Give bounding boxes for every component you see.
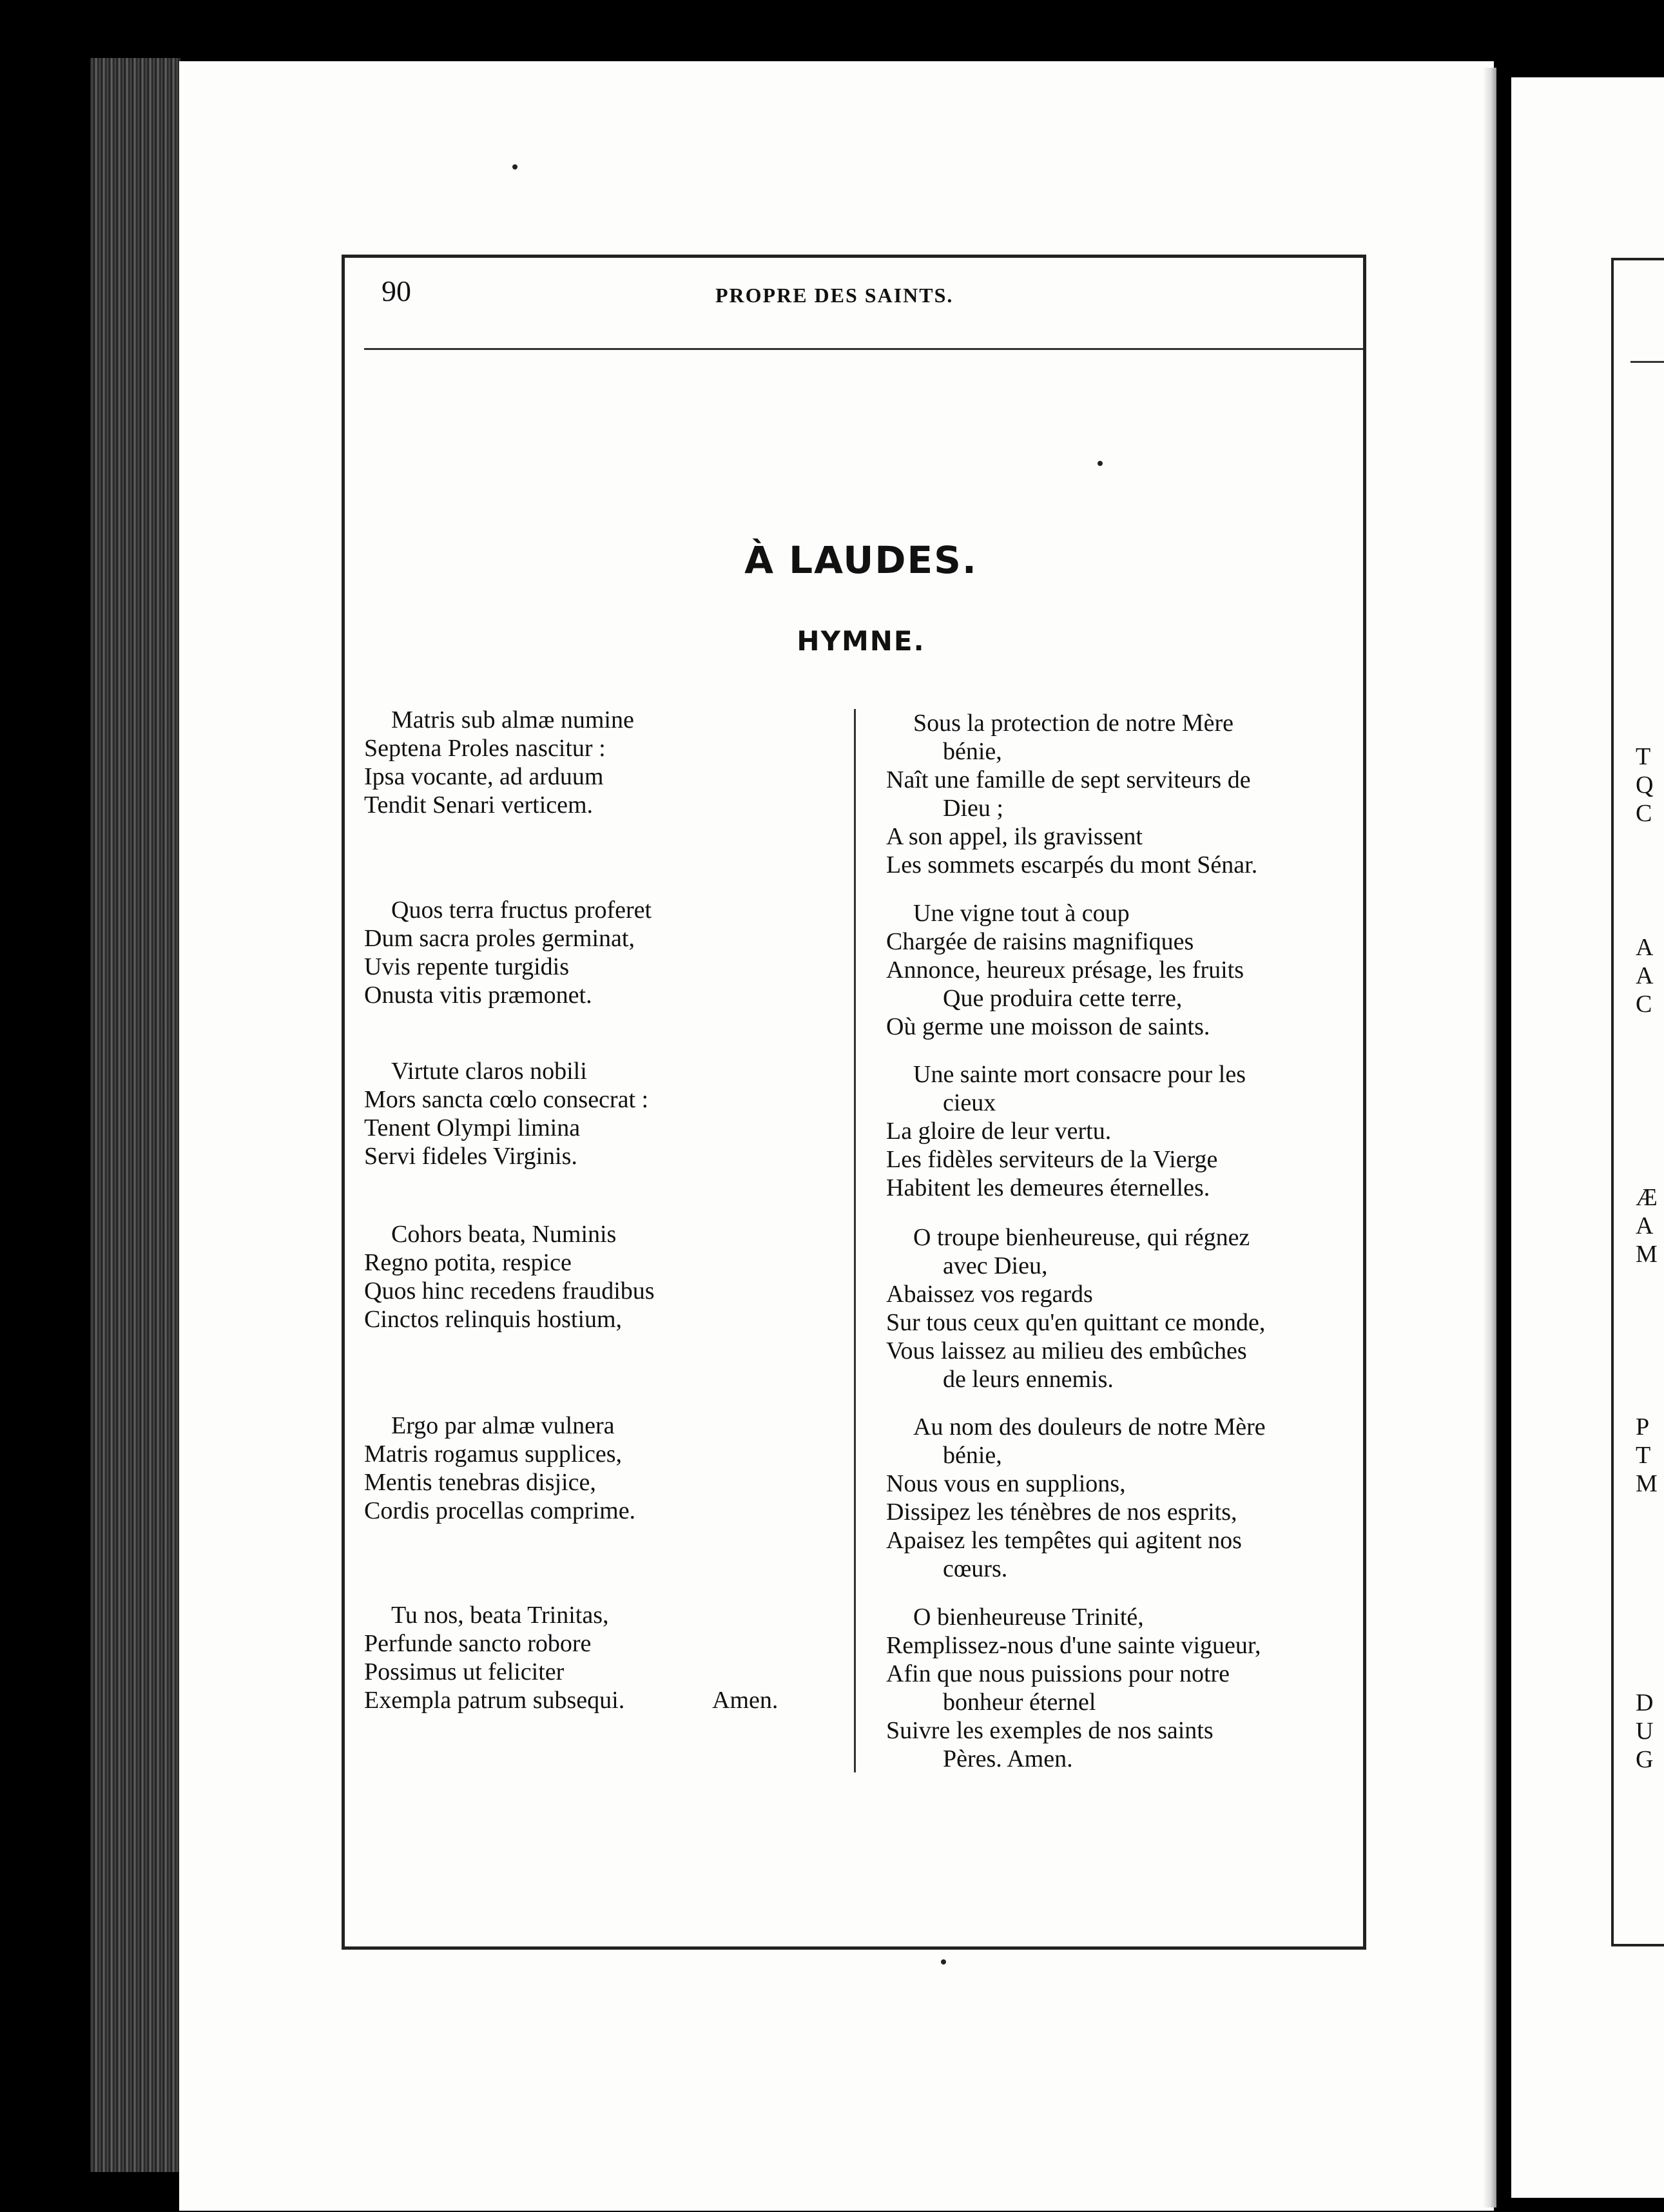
french-line: A son appel, ils gravissent (886, 823, 1143, 850)
french-line: Nous vous en supplions, (886, 1470, 1126, 1497)
french-line: Les fidèles serviteurs de la Vierge (886, 1146, 1218, 1173)
latin-line: Possimus ut feliciter (364, 1658, 565, 1685)
french-stanza (886, 1060, 1350, 1202)
french-line: Naît une famille de sept serviteurs de (886, 766, 1251, 793)
french-stanza (886, 1603, 1350, 1773)
print-speck (941, 1959, 946, 1965)
facing-page-fragment: M (1636, 1241, 1658, 1268)
facing-page-fragment: U (1636, 1718, 1654, 1745)
french-line: Sous la protection de notre Mère (913, 710, 1234, 737)
latin-line: Mentis tenebras disjice, (364, 1469, 596, 1496)
latin-line: Cordis procellas comprime. (364, 1497, 636, 1524)
french-line: cieux (943, 1089, 996, 1116)
section-subtitle: HYMNE. (797, 625, 925, 657)
french-line: Une vigne tout à coup (913, 900, 1130, 927)
facing-page-fragment: C (1636, 991, 1652, 1018)
french-line: Apaisez les tempêtes qui agitent nos (886, 1527, 1242, 1554)
french-line: bonheur éternel (943, 1689, 1096, 1716)
latin-line: Servi fideles Virginis. (364, 1143, 577, 1170)
facing-page-fragment: C (1636, 800, 1652, 827)
french-line: bénie, (943, 1442, 1002, 1469)
facing-page-fragment: T (1636, 1442, 1651, 1469)
french-line: Remplissez-nous d'une sainte vigueur, (886, 1632, 1261, 1659)
french-line: Que produira cette terre, (943, 985, 1183, 1012)
latin-line: Matris rogamus supplices, (364, 1441, 623, 1468)
latin-stanza (364, 1601, 624, 1714)
french-line: La gloire de leur vertu. (886, 1118, 1112, 1145)
latin-line: Mors sancta cœlo consecrat : (364, 1086, 649, 1113)
page-edge (1482, 68, 1496, 2207)
french-line: de leurs ennemis. (943, 1366, 1114, 1393)
latin-line: Tu nos, beata Trinitas, (391, 1602, 609, 1629)
french-line: Abaissez vos regards (886, 1281, 1093, 1308)
latin-stanza (364, 1220, 655, 1334)
latin-stanza (364, 1057, 648, 1170)
french-stanza (886, 1223, 1350, 1393)
french-line: Vous laissez au milieu des embûches (886, 1337, 1247, 1364)
print-speck (1098, 461, 1103, 466)
latin-stanza (364, 896, 652, 1009)
column-divider (854, 709, 856, 1772)
latin-amen: Amen. (712, 1687, 779, 1714)
facing-page-fragment: M (1636, 1470, 1658, 1497)
facing-page-fragment: P (1636, 1413, 1650, 1441)
header-rule (364, 348, 1363, 350)
latin-line: Cohors beata, Numinis (391, 1221, 617, 1248)
facing-page-fragment: A (1636, 962, 1654, 989)
french-line: O troupe bienheureuse, qui régnez (913, 1224, 1250, 1251)
french-line: O bienheureuse Trinité, (913, 1604, 1144, 1631)
facing-page-fragment: Æ (1636, 1184, 1658, 1211)
latin-line: Cinctos relinquis hostium, (364, 1306, 623, 1333)
latin-line: Ipsa vocante, ad arduum (364, 763, 604, 790)
french-line: Pères. Amen. (943, 1745, 1073, 1772)
facing-page-fragment: G (1636, 1746, 1654, 1773)
latin-line: Onusta vitis præmonet. (364, 982, 592, 1009)
latin-line: Exempla patrum subsequi. (364, 1687, 625, 1714)
facing-page-rule (1630, 361, 1664, 363)
latin-line: Perfunde sancto robore (364, 1630, 592, 1657)
facing-page-fragment: T (1636, 743, 1651, 770)
latin-line: Tendit Senari verticem. (364, 791, 594, 819)
french-stanza (886, 1413, 1350, 1583)
french-line: Habitent les demeures éternelles. (886, 1174, 1210, 1201)
french-line: bénie, (943, 738, 1002, 765)
book-spine (90, 58, 180, 2172)
facing-page-fragment: A (1636, 934, 1654, 961)
latin-line: Septena Proles nascitur : (364, 735, 606, 762)
french-line: cœurs. (943, 1555, 1008, 1582)
latin-stanza (364, 1412, 635, 1525)
latin-stanza (364, 706, 634, 819)
latin-line: Tenent Olympi limina (364, 1114, 581, 1141)
section-title: À LAUDES. (744, 538, 978, 582)
french-line: Une sainte mort consacre pour les (913, 1061, 1246, 1088)
french-line: Chargée de raisins magnifiques (886, 928, 1194, 955)
french-line: avec Dieu, (943, 1252, 1048, 1279)
running-head: PROPRE DES SAINTS. (715, 284, 954, 307)
french-line: Sur tous ceux qu'en quittant ce monde, (886, 1309, 1266, 1336)
french-line: Afin que nous puissions pour notre (886, 1660, 1230, 1687)
latin-line: Virtute claros nobili (391, 1058, 587, 1085)
french-line: Au nom des douleurs de notre Mère (913, 1413, 1266, 1441)
latin-line: Dum sacra proles germinat, (364, 925, 635, 952)
page-number: 90 (382, 275, 411, 307)
french-line: Dissipez les ténèbres de nos esprits, (886, 1499, 1237, 1526)
french-line: Suivre les exemples de nos saints (886, 1717, 1214, 1744)
facing-page-fragment: Q (1636, 771, 1654, 799)
french-stanza (886, 709, 1350, 879)
facing-page-fragment: A (1636, 1212, 1654, 1239)
latin-line: Uvis repente turgidis (364, 953, 570, 980)
latin-line: Quos terra fructus proferet (391, 897, 652, 924)
print-speck (512, 164, 518, 170)
latin-line: Matris sub almæ numine (391, 706, 634, 733)
french-line: Dieu ; (943, 795, 1003, 822)
french-line: Annonce, heureux présage, les fruits (886, 956, 1244, 984)
latin-line: Quos hinc recedens fraudibus (364, 1277, 655, 1305)
french-line: Les sommets escarpés du mont Sénar. (886, 851, 1258, 878)
french-stanza (886, 899, 1350, 1041)
french-line: Où germe une moisson de saints. (886, 1013, 1210, 1040)
latin-line: Regno potita, respice (364, 1249, 572, 1276)
latin-line: Ergo par almæ vulnera (391, 1412, 615, 1439)
facing-page-fragment: D (1636, 1689, 1654, 1716)
